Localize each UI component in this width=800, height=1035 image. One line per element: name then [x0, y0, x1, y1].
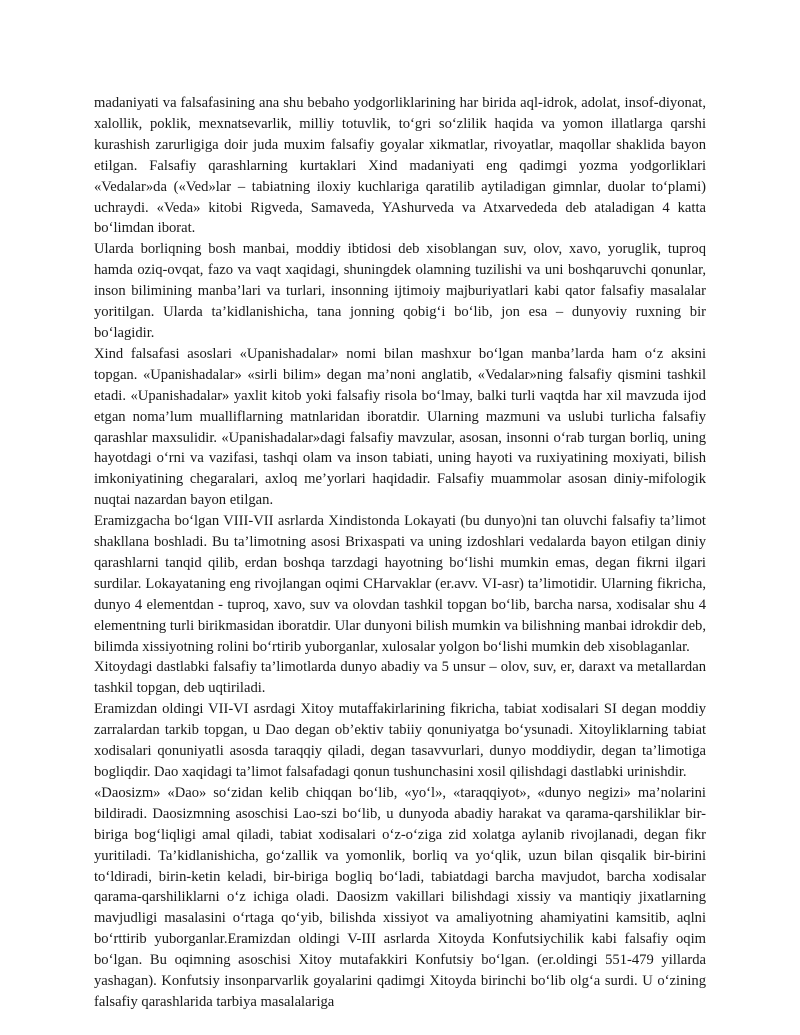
paragraph-daoism-confucianism: «Daosizm» «Dao» so‘zidan kelib chiqqan bo‘lib, «yo‘l», «taraqqiyot», «dunyo negizi» ma’nolarini bildiradi. Daosizmning asoschisi Lao-szi bo‘lib, u dunyoda abadiy harakat va qarama-qarshiliklar bir-biriga bog‘liqligi amal qiladi, tabiat xodisalari o‘z-o‘ziga zid xolatga aylanib rivojlanadi, degan fikr yuritiladi. Ta’kidlanishicha, go‘zallik va yomonlik, borliq va yo‘qlik, uzun bilan qisqalik bir-birini to‘ldiradi, birin-ketin keladi, bir-biriga bogliq bo‘ladi, tabiatdagi barcha mavjudot, barcha xodisalar qarama-qarshiliklarni o‘z ichiga oladi. Daosizm vakillari bilishdagi xissiy va mantiqiy jixatlarning mavjudligi masalasini o‘rtaga qo‘yib, bilishda xissiyot va amaliyotning ahamiyatini kamsitib, aqlni bo‘rttirib yuborganlar.Eramizdan oldingi V-III asrlarda Xitoyda Konfutsiychilik kabi falsafiy oqim bo‘lgan. Bu oqimning asoschisi Xitoy mutafakkiri Konfutsiy bo‘lgan. (er.oldingi 551-479 yillarda yashagan). Konfutsiy insonparvarlik goyalarini qadimgi Xitoyda birinchi bo‘lib olg‘a surdi. U o‘zining falsafiy qarashlarida tarbiya masalalariga [94, 784, 706, 1010]
paragraph-chinese-elements: Xitoydagi dastlabki falsafiy ta’limotlarda dunyo abadiy va 5 unsur – olov, suv, er, daraxt va metallardan tashkil topgan, deb uqtiriladi. [94, 659, 706, 697]
document-page [94, 93, 706, 1013]
paragraph-vedas: madaniyati va falsafasining ana shu bebaho yodgorliklarining har birida aql-idrok, adolat, insof-diyonat, xalollik, poklik, mexnatsevarlik, milliy totuvlik, to‘gri so‘zlilik haqida va yomon illatlarga qarshi kurashish zarurligiga doir juda muxim falsafiy goyalar xikmatlar, rivoyatlar, maqollar shaklida bayon etilgan. Falsafiy qarashlarning kurtaklari Xind madaniyati eng qadimgi yozma yodgorliklari «Vedalar»da («Ved»lar – tabiatning iloxiy kuchlariga qaratilib aytiladigan gimnlar, duolar to‘plami) uchraydi. «Veda» kitobi Rigveda, Samaveda, YAshurveda va Atxarvededa deb ataladigan 4 katta bo‘limdan iborat. [94, 95, 706, 237]
paragraph-elements: Ularda borliqning bosh manbai, moddiy ibtidosi deb xisoblangan suv, olov, xavo, yoruglik, tuproq hamda oziq-ovqat, fazo va vaqt xaqidagi, shuningdek olamning tuzilishi va uni boshqaruvchi qonunlar, inson bilimining manba’lari va turlari, insonning ijtimoiy majburiyatlari kabi qator falsafiy masalalar yoritilgan. Ularda ta’kidlanishicha, tana jonning qobig‘i bo‘lib, jon esa – dunyoviy ruxning bir bo‘lagidir. [94, 241, 706, 341]
paragraph-upanishads: Xind falsafasi asoslari «Upanishadalar» nomi bilan mashxur bo‘lgan manba’larda ham o‘z aksini topgan. «Upanishadalar» «sirli bilim» degan ma’noni anglatib, «Vedalar»ning falsafiy qismini tashkil etadi. «Upanishadalar» yaxlit kitob yoki falsafiy risola bo‘lmay, balki turli vaqtda har xil mavzuda ijod etgan noma’lum mualliflarning matnlaridan iboratdir. Ularning mazmuni va uslubi turlicha falsafiy qarashlar maxsulidir. «Upanishadalar»dagi falsafiy mavzular, asosan, insonni o‘rab turgan borliq, uning hayotdagi o‘rni va vazifasi, tashqi olam va inson tabiati, uning hayoti va ruxiyatining moxiyati, bilish imkoniyatining chegaralari, axloq me’yorlari haqidadir. Falsafiy muammolar asosan diniy-mifologik nuqtai nazardan bayon etilgan. [94, 345, 706, 509]
paragraph-lokayata: Eramizgacha bo‘lgan VIII-VII asrlarda Xindistonda Lokayati (bu dunyo)ni tan oluvchi falsafiy ta’limot shakllana boshladi. Bu ta’limotning asosi Brixaspati va uning izdoshlari vedalarda bayon etilgan diniy qarashlarni tanqid qilib, erdan boshqa tarzdagi hayotning bo‘lishi mumkin emas, degan fikrni ilgari surdilar. Lokayataning eng rivojlangan oqimi CHarvaklar (er.avv. VI-asr) ta’limotidir. Ularning fikricha, dunyo 4 elementdan - tuproq, xavo, suv va olovdan tashkil topgan bo‘lib, barcha narsa, xodisalar shu 4 elementning turli birikmasidan iboratdir. Ular dunyoni bilish mumkin va bilishning manbai idrokdir deb, bilimda xissiyotning rolini bo‘rtirib yuborganlar, xulosalar yolgon bo‘lishi mumkin deb xisoblaganlar. [94, 513, 706, 655]
paragraph-dao: Eramizdan oldingi VII-VI asrdagi Xitoy mutaffakirlarining fikricha, tabiat xodisalari SI degan moddiy zarralardan tarkib topgan, u Dao degan ob’ektiv tabiiy qonuniyatga bo‘ysunadi. Xitoyliklarning tabiat xodisalari qonuniyatli asosda taraqqiy qiladi, degan tasavvurlari, dunyo moddiydir, degan ta’limotiga bogliqdir. Dao xaqidagi ta’limot falsafadagi qonun tushunchasini xosil qilishdagi dastlabki urinishdir. [94, 701, 706, 780]
